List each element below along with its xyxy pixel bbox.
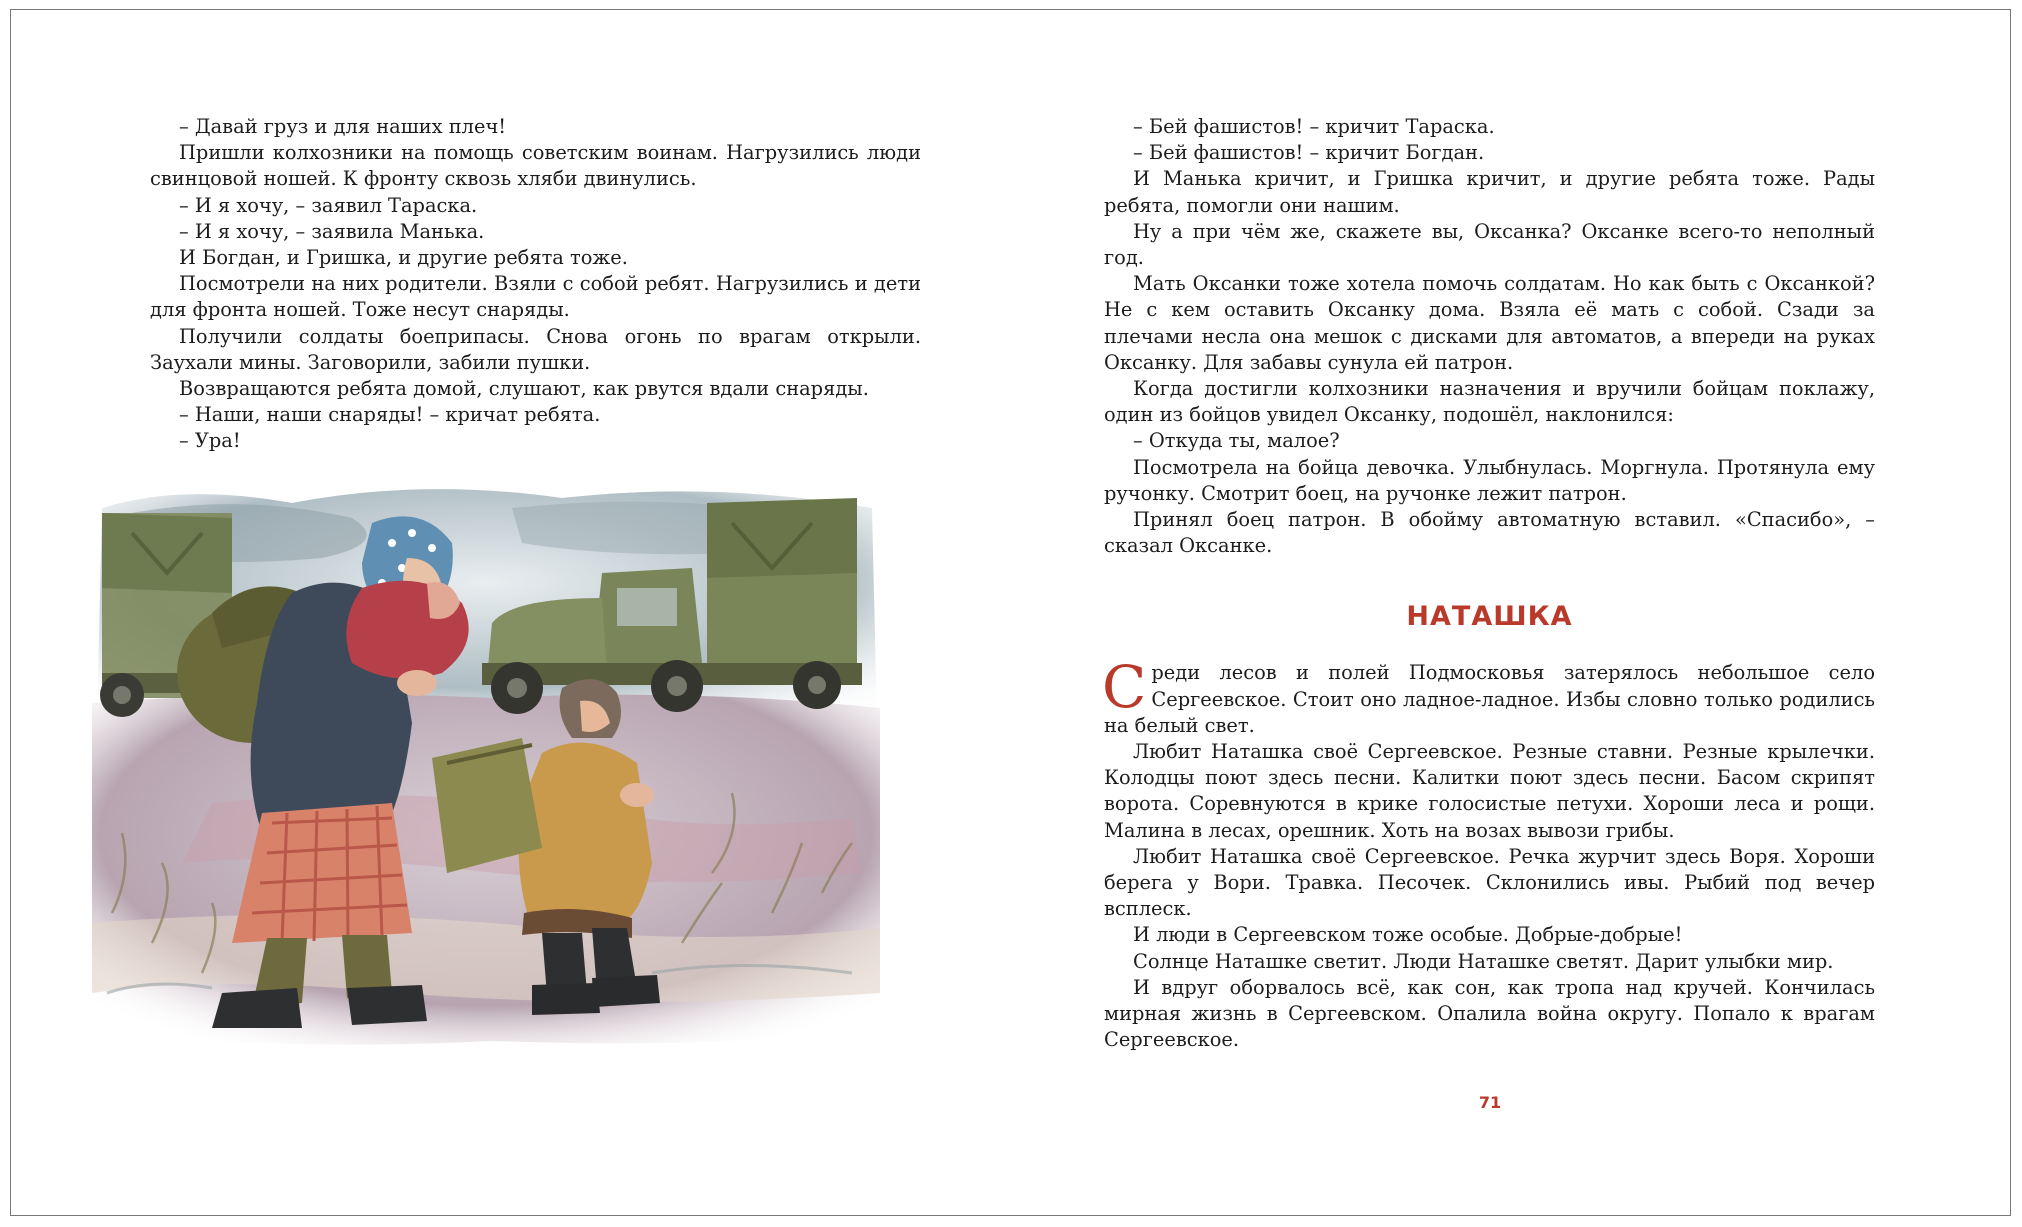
paragraph: – И я хочу, – заявил Тараска. bbox=[179, 193, 478, 217]
page-number: 71 bbox=[1478, 1093, 1502, 1112]
left-page-text bbox=[150, 114, 921, 455]
paragraph: Принял боец патрон. В обойму автоматную вставил. «Спасибо», – сказал Оксанке. bbox=[1104, 508, 1875, 558]
paragraph: И вдруг оборвалось всё, как сон, как тропа над кручей. Кончилась мирная жизнь в Сергеевском. Опалила война округу. Попало к врагам Сергеевское. bbox=[1104, 975, 1875, 1052]
paragraph: Любит Наташка своё Сергеевское. Резные ставни. Резные крылечки. Колодцы поют здесь песни. Калитки поют здесь песни. Басом скрипят ворота. Соревнуются в крике голосистые петухи. Хороши леса и рощи. Малина в лесах, орешник. Хоть на возах вывози грибы. bbox=[1104, 740, 1875, 842]
chapter-title: НАТАШКА bbox=[1406, 601, 1573, 633]
paragraph: Посмотрела на бойца девочка. Улыбнулась. Моргнула. Протянула ему ручонку. Смотрит боец, на ручонке лежит патрон. bbox=[1104, 455, 1875, 505]
paragraph: Солнце Наташке светит. Люди Наташке светят. Дарит улыбки мир. bbox=[1133, 949, 1834, 973]
first-paragraph bbox=[1102, 653, 1875, 739]
drop-cap: С bbox=[1102, 653, 1147, 722]
paragraph: – Наши, наши снаряды! – кричат ребята. bbox=[179, 403, 601, 427]
paragraph: Посмотрели на них родители. Взяли с собой ребят. Нагрузились и дети для фронта ношей. Тоже несут снаряды. bbox=[150, 272, 921, 322]
paragraph: Ну а при чём же, скажете вы, Оксанка? Оксанке всего-то неполный год. bbox=[1104, 219, 1875, 270]
paragraph: – И я хочу, – заявила Манька. bbox=[179, 219, 485, 243]
paragraph: – Бей фашистов! – кричит Богдан. bbox=[1133, 141, 1485, 165]
paragraph: Мать Оксанки тоже хотела помочь солдатам. Но как быть с Оксанкой? Не с кем оставить Оксанку дома. Взяла её мать с собой. Сзади за плечами несла она мешок с дисками для автоматов, а впереди на руках Оксанку. Для забавы сунула ей патрон. bbox=[1104, 272, 1875, 374]
paragraph: – Ура! bbox=[179, 429, 241, 453]
paragraph: Возвращаются ребята домой, слушают, как рвутся вдали снаряды. bbox=[179, 377, 869, 401]
paragraph: – Давай груз и для наших плеч! bbox=[179, 115, 507, 138]
paragraph: – Бей фашистов! – кричит Тараска. bbox=[1133, 115, 1495, 138]
paragraph: И Богдан, и Гришка, и другие ребята тоже. bbox=[179, 246, 628, 270]
paragraph: Пришли колхозники на помощь советским воинам. Нагрузились люди свинцовой ношей. К фронту сквозь хляби двинулись. bbox=[150, 141, 921, 191]
paragraph: – Откуда ты, малое? bbox=[1133, 429, 1340, 453]
paragraph: Получили солдаты боеприпасы. Снова огонь по врагам открыли. Заухали мины. Заговорили, забили пушки. bbox=[150, 324, 921, 374]
paragraph: И Манька кричит, и Гришка кричит, и другие ребята тоже. Рады ребята, помогли они нашим. bbox=[1104, 167, 1875, 217]
paragraph: Любит Наташка своё Сергеевское. Речка журчит здесь Воря. Хороши берега у Вори. Травка. Песочек. Склонились ивы. Рыбий под вечер всплеск. bbox=[1104, 844, 1875, 921]
story-illustration bbox=[92, 473, 880, 1055]
first-paragraph-text: реди лесов и полей Подмосковья затерялось небольшое село Сергеевское. Стоит оно ладное-ладное. Избы словно только родились на белый свет. bbox=[1104, 661, 1875, 737]
paragraph: И люди в Сергеевском тоже особые. Добрые-добрые! bbox=[1133, 923, 1683, 947]
right-page-text bbox=[1104, 114, 1875, 1054]
paragraph: Когда достигли колхозники назначения и вручили бойцам поклажу, один из бойцов увидел Оксанку, подошёл, наклонился: bbox=[1104, 377, 1875, 427]
